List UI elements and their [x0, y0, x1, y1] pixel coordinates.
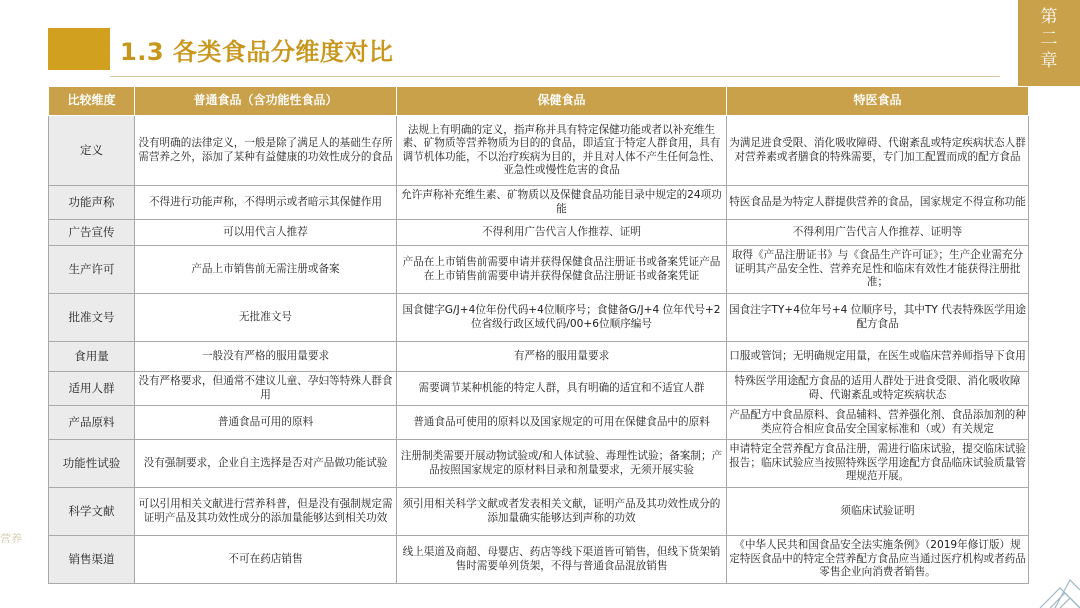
cell-medical-food: 口服或管饲；无明确规定用量，在医生或临床营养师指导下食用: [727, 342, 1029, 372]
chapter-tab-char-1: 第: [1040, 7, 1058, 27]
column-header-dimension: 比较维度: [49, 87, 135, 116]
column-header-medical-food: 特医食品: [727, 87, 1029, 116]
cell-ordinary-food: 一般没有严格的服用量要求: [135, 342, 397, 372]
cell-health-food: 产品在上市销售前需要申请并获得保健食品注册证书或备案凭证产品在上市销售前需要申请并获得保健食品注册证书或备案凭证: [397, 246, 727, 294]
row-dimension: 科学文献: [49, 488, 135, 536]
cell-ordinary-food: 没有严格要求，但通常不建议儿童、孕妇等特殊人群食用: [135, 372, 397, 406]
cell-health-food: 法规上有明确的定义，指声称并具有特定保健功能或者以补充维生素、矿物质等营养物质为目的的食品，即适宜于特定人群食用，具有调节机体功能，不以治疗疾病为目的，并且对人体不产生任何急性、亚急性或慢性危害的食品: [397, 116, 727, 186]
cell-health-food: 注册制类需要开展动物试验或/和人体试验、毒理性试验；备案制；产品按照国家规定的原材料目录和剂量要求，无须开展实验: [397, 440, 727, 488]
lattice-pattern-icon: [1030, 560, 1080, 608]
cell-ordinary-food: 没有强制要求，企业自主选择是否对产品做功能试验: [135, 440, 397, 488]
row-dimension: 定义: [49, 116, 135, 186]
row-dimension: 生产许可: [49, 246, 135, 294]
corner-pattern-decoration: [1030, 560, 1080, 608]
cell-medical-food: 《中华人民共和国食品安全法实施条例》（2019年修订版）规定特医食品中的特定全营养配方食品应当通过医疗机构或者药品零售企业向消费者销售。: [727, 536, 1029, 584]
table-header-row: [49, 87, 1029, 116]
cell-medical-food: 取得《产品注册证书》与《食品生产许可证》；生产企业需充分证明其产品安全性、营养充足性和临床有效性才能获得注册批准；: [727, 246, 1029, 294]
row-dimension: 批准文号: [49, 294, 135, 342]
cell-medical-food: 特医食品是为特定人群提供营养的食品，国家规定不得宣称功能: [727, 186, 1029, 220]
cell-ordinary-food: 无批准文号: [135, 294, 397, 342]
cell-medical-food: 特殊医学用途配方食品的适用人群处于进食受限、消化吸收障碍、代谢紊乱或特定疾病状态: [727, 372, 1029, 406]
table-row: [49, 488, 1029, 536]
side-decoration: 营养: [0, 532, 22, 545]
table-row: [49, 406, 1029, 440]
cell-ordinary-food: 普通食品可用的原料: [135, 406, 397, 440]
row-dimension: 广告宣传: [49, 220, 135, 246]
title-divider: [110, 76, 1000, 77]
cell-medical-food: 不得利用广告代言人作推荐、证明等: [727, 220, 1029, 246]
table-row: [49, 186, 1029, 220]
chapter-tab-char-3: 章: [1040, 51, 1058, 71]
table-row: [49, 246, 1029, 294]
cell-health-food: 线上渠道及商超、母婴店、药店等线下渠道皆可销售，但线下货架销售时需要单列货架，不得与普通食品混放销售: [397, 536, 727, 584]
cell-medical-food: 须临床试验证明: [727, 488, 1029, 536]
row-dimension: 销售渠道: [49, 536, 135, 584]
cell-ordinary-food: 没有明确的法律定义，一般是除了满足人的基础生存所需营养之外，添加了某种有益健康的功效性成分的食品: [135, 116, 397, 186]
cell-medical-food: 国食注字TY+4位年号+4 位顺序号，其中TY 代表特殊医学用途配方食品: [727, 294, 1029, 342]
row-dimension: 功能声称: [49, 186, 135, 220]
table-row: [49, 220, 1029, 246]
cell-ordinary-food: 可以引用相关文献进行营养科普，但是没有强制规定需证明产品及其功效性成分的添加量能够达到相关功效: [135, 488, 397, 536]
cell-ordinary-food: 产品上市销售前无需注册或备案: [135, 246, 397, 294]
table-row: [49, 116, 1029, 186]
cell-health-food: 有严格的服用量要求: [397, 342, 727, 372]
chapter-tab-char-2: 二: [1040, 29, 1058, 49]
cell-ordinary-food: 不可在药店销售: [135, 536, 397, 584]
column-header-health-food: 保健食品: [397, 87, 727, 116]
table-row: [49, 440, 1029, 488]
table-row: [49, 342, 1029, 372]
row-dimension: 适用人群: [49, 372, 135, 406]
table-row: [49, 294, 1029, 342]
chapter-tab: [1018, 0, 1080, 86]
title-accent-block: [48, 28, 110, 70]
cell-medical-food: 产品配方中食品原料、食品辅料、营养强化剂、食品添加剂的种类应符合相应食品安全国家标准和（或）有关规定: [727, 406, 1029, 440]
row-dimension: 产品原料: [49, 406, 135, 440]
cell-health-food: 允许声称补充维生素、矿物质以及保健食品功能目录中规定的24项功能: [397, 186, 727, 220]
cell-health-food: 普通食品可使用的原料以及国家规定的可用在保健食品中的原料: [397, 406, 727, 440]
page-title: 1.3 各类食品分维度对比: [120, 38, 394, 66]
cell-health-food: 国食健字G/J+4位年份代码+4位顺序号；食健备G/J+4 位年代号+2位省级行政区域代码/00+6位顺序编号: [397, 294, 727, 342]
cell-medical-food: 申请特定全营养配方食品注册，需进行临床试验，提交临床试验报告；临床试验应当按照特殊医学用途配方食品临床试验质量管理规范开展。: [727, 440, 1029, 488]
cell-ordinary-food: 不得进行功能声称，不得明示或者暗示其保健作用: [135, 186, 397, 220]
table-row: [49, 536, 1029, 584]
row-dimension: 食用量: [49, 342, 135, 372]
column-header-ordinary-food: 普通食品（含功能性食品）: [135, 87, 397, 116]
row-dimension: 功能性试验: [49, 440, 135, 488]
cell-ordinary-food: 可以用代言人推荐: [135, 220, 397, 246]
cell-health-food: 需要调节某种机能的特定人群，具有明确的适宜和不适宜人群: [397, 372, 727, 406]
cell-health-food: 须引用相关科学文献或者发表相关文献，证明产品及其功效性成分的添加量确实能够达到声称的功效: [397, 488, 727, 536]
cell-medical-food: 为满足进食受限、消化吸收障碍、代谢紊乱或特定疾病状态人群对营养素或者膳食的特殊需要，专门加工配置而成的配方食品: [727, 116, 1029, 186]
food-comparison-table: [48, 86, 1029, 584]
table-row: [49, 372, 1029, 406]
cell-health-food: 不得利用广告代言人作推荐、证明: [397, 220, 727, 246]
